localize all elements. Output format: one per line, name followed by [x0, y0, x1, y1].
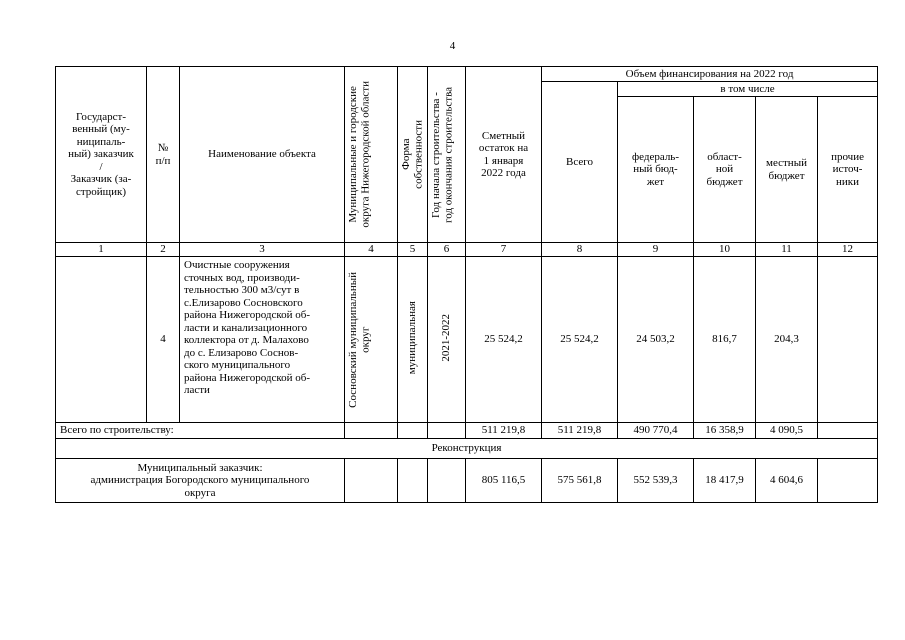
- total-label: Всего по строительству:: [56, 423, 345, 439]
- cell-federal: 490 770,4: [618, 423, 694, 439]
- cell-local: 4 604,6: [756, 459, 818, 503]
- column-number: 5: [398, 243, 428, 257]
- section-title: Реконструкция: [56, 439, 878, 459]
- cell-federal: 552 539,3: [618, 459, 694, 503]
- cell-regional: 16 358,9: [694, 423, 756, 439]
- header-years: Год начала строительства - год окончания строительства: [428, 67, 466, 243]
- cell-estimate: 25 524,2: [466, 257, 542, 423]
- table-row-object: [56, 257, 878, 423]
- column-number: 9: [618, 243, 694, 257]
- header-other: прочие источ- ники: [818, 97, 878, 243]
- header-row-1: [56, 67, 878, 82]
- header-financing: Объем финансирования на 2022 год: [542, 67, 878, 82]
- header-municipal: Муниципальные и городские округа Нижегородской области: [345, 67, 398, 243]
- cell-other: [818, 459, 878, 503]
- table-row-customer: [56, 459, 878, 503]
- header-federal: федераль- ный бюд- жет: [618, 97, 694, 243]
- cell-empty: [345, 459, 398, 503]
- cell-object-name: Очистные сооружения сточных вод, производи- тельностью 300 м3/сут в с.Елизарово Сосновского района Нижегородской об- ласти и канализационного коллектора от д. Малахово до с. Елизарово Соснов- ского муниципального района Нижегородской об- ласти: [180, 257, 345, 423]
- column-number: 10: [694, 243, 756, 257]
- column-number: 8: [542, 243, 618, 257]
- cell-other: [818, 423, 878, 439]
- cell-local: 204,3: [756, 257, 818, 423]
- header-regional: област- ной бюджет: [694, 97, 756, 243]
- header-ownership: Форма собственности: [398, 67, 428, 243]
- column-number: 2: [147, 243, 180, 257]
- header-including: в том числе: [618, 82, 878, 97]
- cell-empty: [428, 423, 466, 439]
- table-row-total: [56, 423, 878, 439]
- cell-empty: [345, 423, 398, 439]
- cell-total: 575 561,8: [542, 459, 618, 503]
- cell-total: 511 219,8: [542, 423, 618, 439]
- cell-regional: 18 417,9: [694, 459, 756, 503]
- cell-customer: [56, 257, 147, 423]
- column-number: 11: [756, 243, 818, 257]
- header-object-name: Наименование объекта: [180, 67, 345, 243]
- financing-table: [55, 66, 878, 503]
- header-estimate: Сметный остаток на 1 января 2022 года: [466, 67, 542, 243]
- column-number: 3: [180, 243, 345, 257]
- column-number: 12: [818, 243, 878, 257]
- column-number: 6: [428, 243, 466, 257]
- column-number: 1: [56, 243, 147, 257]
- column-number: 7: [466, 243, 542, 257]
- page-number: 4: [449, 40, 456, 52]
- cell-municipal: Сосновский муниципальный округ: [345, 257, 398, 423]
- cell-years: 2021-2022: [428, 257, 466, 423]
- header-customer: Государст- венный (му- ниципаль- ный) заказчик / Заказчик (за- стройщик): [56, 67, 147, 243]
- header-total: Всего: [542, 82, 618, 243]
- cell-total: 25 524,2: [542, 257, 618, 423]
- cell-federal: 24 503,2: [618, 257, 694, 423]
- cell-local: 4 090,5: [756, 423, 818, 439]
- cell-empty: [398, 459, 428, 503]
- customer-label: Муниципальный заказчик: администрация Богородского муниципального округа: [56, 459, 345, 503]
- column-number: 4: [345, 243, 398, 257]
- cell-estimate: 511 219,8: [466, 423, 542, 439]
- cell-regional: 816,7: [694, 257, 756, 423]
- cell-estimate: 805 116,5: [466, 459, 542, 503]
- cell-empty: [398, 423, 428, 439]
- section-row: [56, 439, 878, 459]
- cell-other: [818, 257, 878, 423]
- cell-ownership: муниципальная: [398, 257, 428, 423]
- header-num: № п/п: [147, 67, 180, 243]
- column-number-row: [56, 243, 878, 257]
- cell-empty: [428, 459, 466, 503]
- cell-num: 4: [147, 257, 180, 423]
- header-local: местный бюджет: [756, 97, 818, 243]
